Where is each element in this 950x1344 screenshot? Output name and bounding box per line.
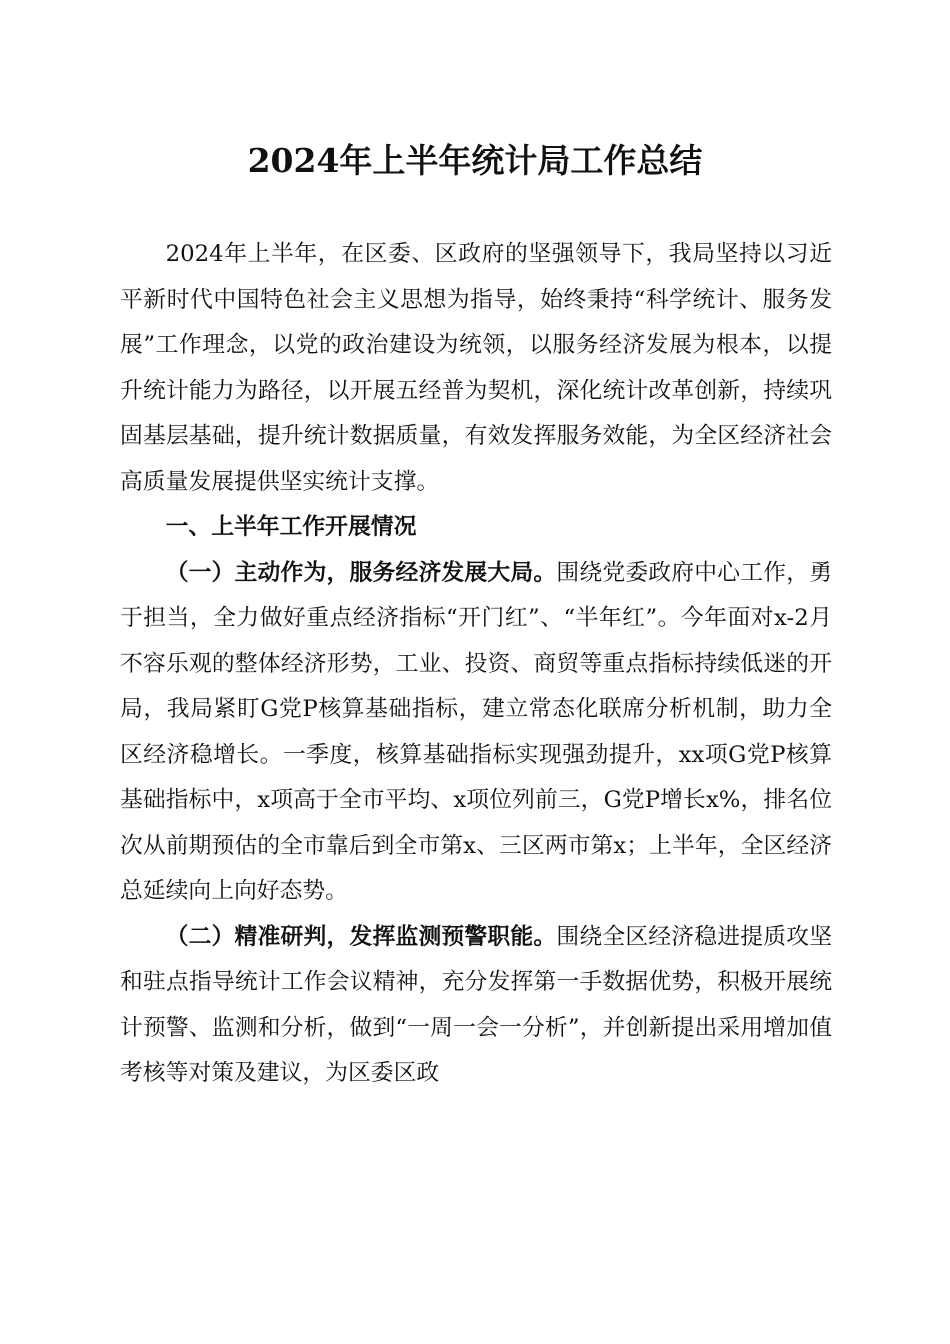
item-2-paragraph	[120, 915, 832, 1097]
item-2-body: 围绕全区经济稳进提质攻坚和驻点指导统计工作会议精神，充分发挥第一手数据优势，积极开展统计预警、监测和分析，做到“一周一会一分析”，并创新提出采用增加值考核等对策及建议，为区委区政	[120, 923, 833, 1086]
document-body	[120, 232, 832, 1097]
document-title: 2024年上半年统计局工作总结	[247, 141, 703, 180]
item-1-body: 围绕党委政府中心工作，勇于担当，全力做好重点经济指标“开门红”、“半年红”。今年面对x-2月不容乐观的整体经济形势，工业、投资、商贸等重点指标持续低迷的开局，我局紧盯G党P核算基础指标，建立常态化联席分析机制，助力全区经济稳增长。一季度，核算基础指标实现强劲提升，xx项G党P核算基础指标中，x项高于全市平均、x项位列前三，G党P增长x%，排名位次从前期预估的全市靠后到全市第x、三区两市第x；上半年，全区经济总延续向上向好态势。	[120, 559, 833, 904]
item-1-paragraph	[120, 551, 832, 915]
section-heading-1: 一、上半年工作开展情况	[165, 514, 417, 540]
item-2-lead: （二）精准研判，发挥监测预警职能。	[165, 923, 557, 950]
item-1-lead: （一）主动作为，服务经济发展大局。	[165, 559, 557, 586]
intro-paragraph: 2024年上半年，在区委、区政府的坚强领导下，我局坚持以习近平新时代中国特色社会主义思想为指导，始终秉持“科学统计、服务发展”工作理念，以党的政治建设为统领，以服务经济发展为根本，以提升统计能力为路径，以开展五经普为契机，深化统计改革创新，持续巩固基层基础，提升统计数据质量，有效发挥服务效能，为全区经济社会高质量发展提供坚实统计支撑。	[120, 241, 832, 495]
